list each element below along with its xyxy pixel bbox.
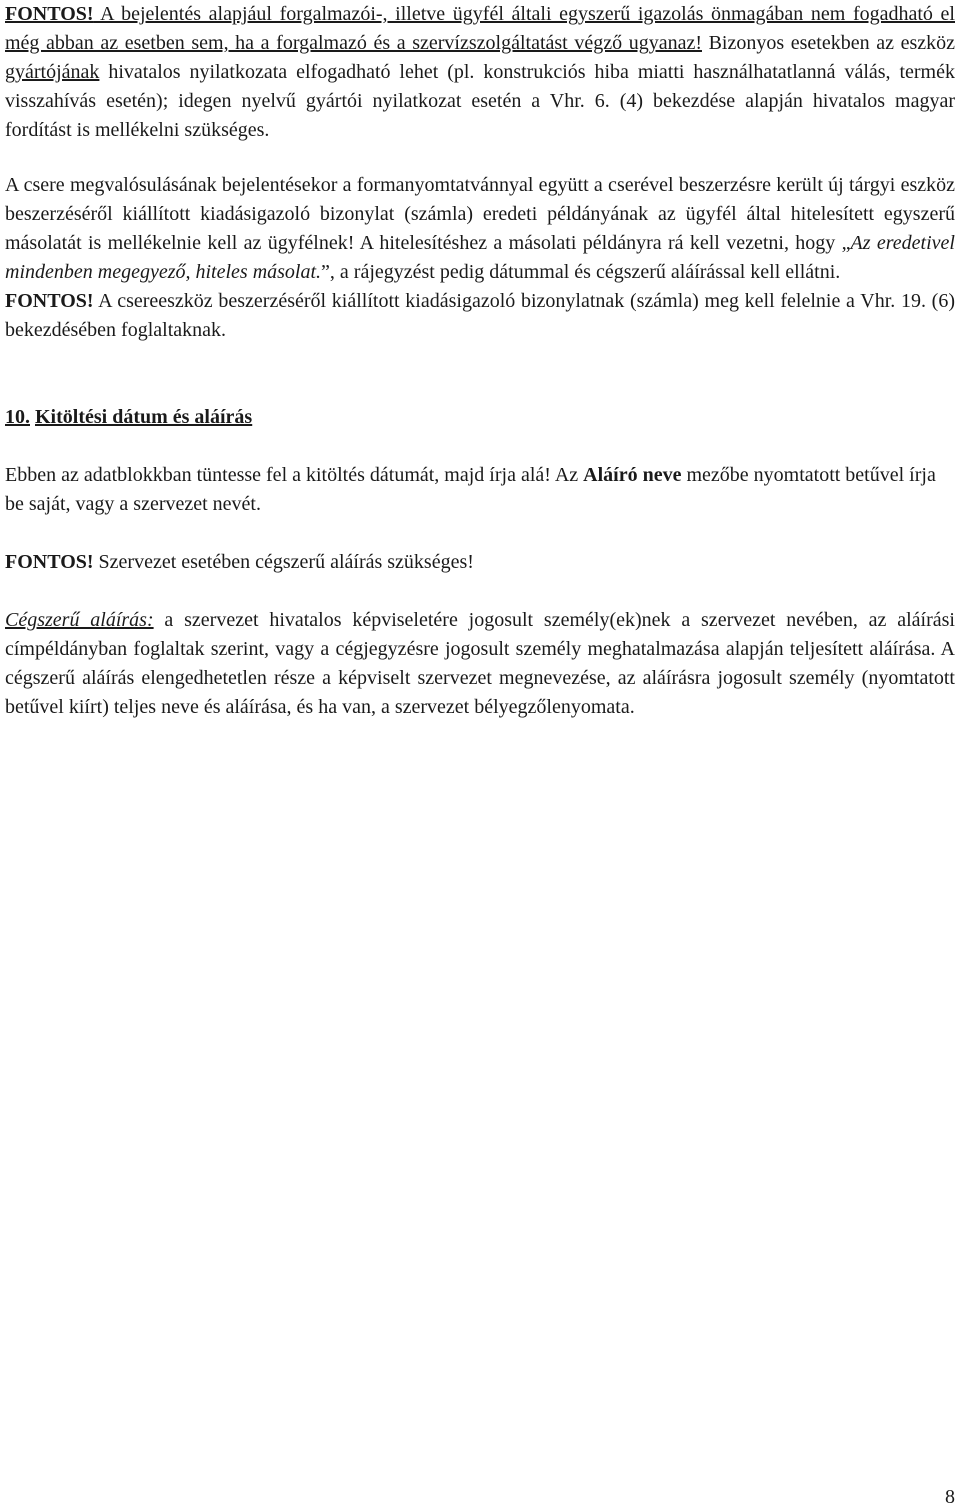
text-underlined: A bejelentés alapjául forgalmazói-, illetve ügyfél általi egyszerű igazolás önmagában nem fogadható el még abban az esetben sem, ha a forgalmazó és a szervízszolgáltatást végző ugyanaz! — [5, 3, 955, 54]
text: ”, a rájegyzést pedig dátummal és cégszerű aláírással kell ellátni. — [321, 261, 841, 283]
text: mezőbe nyomtatott betűvel írja be saját, vagy a szervezet nevét. — [5, 464, 936, 515]
text: Szervezet esetében cégszerű aláírás szükséges! — [93, 551, 474, 573]
spacer — [5, 345, 955, 403]
fontos-label: FONTOS! — [5, 551, 94, 573]
paragraph-fontos-2 — [5, 287, 955, 345]
paragraph-cegszeru — [5, 606, 955, 722]
spacer — [5, 577, 955, 606]
spacer — [5, 432, 955, 461]
page-number: 8 — [945, 1486, 955, 1508]
section-title: Kitöltési dátum és aláírás — [35, 406, 253, 428]
text-underlined-manufacturer: gyártójának — [5, 61, 100, 83]
fontos-label: FONTOS! — [5, 290, 94, 312]
paragraph-fontos-3 — [5, 548, 955, 577]
definition-term: Cégszerű aláírás: — [5, 609, 154, 631]
signer-name-field-label: Aláíró neve — [583, 464, 682, 486]
spacer — [5, 519, 955, 548]
quoted-italic: Az eredetivel mindenben megegyező, hiteles másolat. — [5, 232, 955, 283]
paragraph-datablock — [5, 461, 955, 519]
paragraph-csere — [5, 171, 955, 287]
document-page — [5, 0, 955, 722]
spacer — [5, 145, 955, 171]
section-number: 10. — [5, 406, 30, 428]
text: Ebben az adatblokkban tüntesse fel a kitöltés dátumát, majd írja alá! Az — [5, 464, 584, 486]
section-heading — [5, 403, 955, 432]
text: A csereeszköz beszerzéséről kiállított kiadásigazoló bizonylatnak (számla) meg kell felelnie a Vhr. 19. (6) bekezdésében foglaltaknak. — [5, 290, 955, 341]
text: Bizonyos esetekben az eszköz — [701, 32, 955, 54]
paragraph-fontos-1 — [5, 0, 955, 145]
text: A csere megvalósulásának bejelentésekor a formanyomtatvánnyal együtt a cserével beszerzésre került új tárgyi eszköz beszerzéséről kiállított kiadásigazoló bizonylat (számla) eredeti példányának az ügyfél által hitelesített egyszerű másolatát is mellékelnie kell az ügyfélnek! A hitelesítéshez a másolati példányra rá kell vezetni, hogy „ — [5, 174, 955, 254]
fontos-label: FONTOS! — [5, 3, 94, 25]
text: a szervezet hivatalos képviseletére jogosult személy(ek)nek a szervezet nevében, az aláírási címpéldányban foglaltak szerint, vagy a cégjegyzésre jogosult személy meghatalmazása alapján teljesített aláírása. A cégszerű aláírás elengedhetetlen része a képviselt szervezet megnevezése, az aláírásra jogosult személy (nyomtatott betűvel kiírt) teljes neve és aláírása, és ha van, a szervezet bélyegzőlenyomata. — [5, 609, 955, 718]
text: hivatalos nyilatkozata elfogadható lehet (pl. konstrukciós hiba miatti használhatatlanná válás, termék visszahívás esetén); idegen nyelvű gyártói nyilatkozat esetén a Vhr. 6. (4) bekezdése alapján hivatalos magyar fordítást is mellékelni szükséges. — [5, 61, 955, 141]
